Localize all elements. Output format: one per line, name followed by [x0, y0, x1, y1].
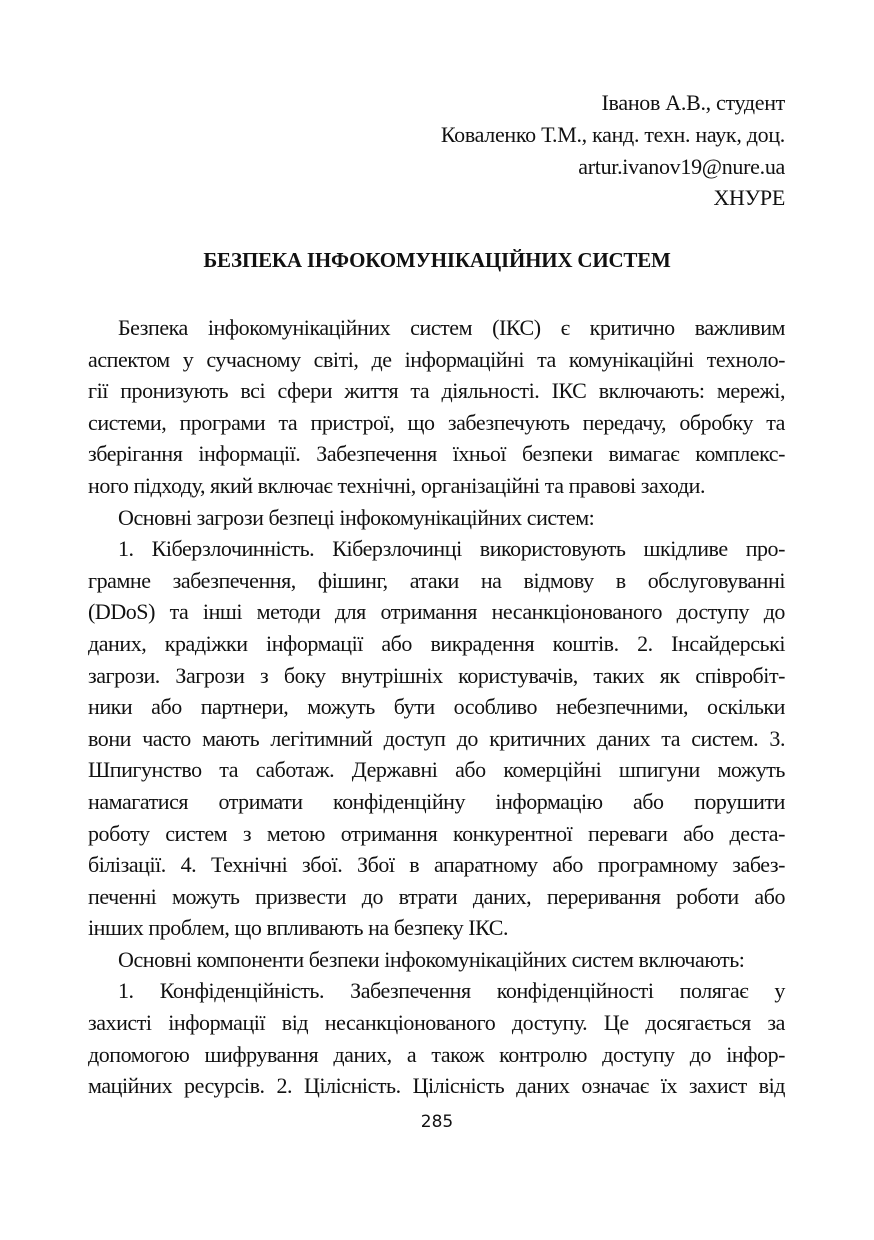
- text-line: Основні загрози безпеці інфокомунікаційних систем:: [118, 504, 595, 530]
- author-email: artur.ivanov19@nure.ua: [578, 154, 785, 179]
- author-2: Коваленко Т.М., канд. техн. наук, доц.: [440, 122, 785, 147]
- text-line: загрози. Загрози з боку внутрішніх користувачів, таких як співробіт-: [88, 662, 785, 688]
- text-line: допомогою шифрування даних, а також контролю доступу до інфор-: [88, 1041, 785, 1067]
- text-line: Шпигунство та саботаж. Державні або комерційні шпигуни можуть: [88, 757, 785, 783]
- text-line: захисті інформації від несанкціонованого доступу. Це досягається за: [88, 1010, 785, 1036]
- author-1: Іванов А.В., студент: [601, 90, 785, 115]
- article-body: [88, 312, 785, 1102]
- affiliation: ХНУРЕ: [713, 185, 785, 210]
- text-line: зберігання інформації. Забезпечення їхньої безпеки вимагає комплекс-: [88, 441, 785, 467]
- text-line: інших проблем, що впливають на безпеку ІКС.: [88, 915, 509, 941]
- text-line: намагатися отримати конфіденційну інформацію або порушити: [88, 788, 785, 814]
- text-line: гії пронизують всі сфери життя та діяльності. ІКС включають: мережі,: [88, 378, 785, 404]
- text-line: білізації. 4. Технічні збої. Збої в апаратному або програмному забез-: [88, 852, 785, 878]
- text-line: ного підходу, який включає технічні, організаційні та правові заходи.: [88, 472, 706, 498]
- text-line: (DDoS) та інші методи для отримання несанкціонованого доступу до: [88, 599, 785, 625]
- text-line: системи, програми та пристрої, що забезпечують передачу, обробку та: [88, 409, 785, 435]
- text-line: маційних ресурсів. 2. Цілісність. Цілісність даних означає їх захист від: [88, 1073, 785, 1099]
- text-line: печенні можуть призвести до втрати даних, переривання роботи або: [88, 883, 785, 909]
- text-line: 1. Кіберзлочинність. Кіберзлочинці використовують шкідливе про-: [118, 536, 785, 562]
- text-line: Основні компоненти безпеки інфокомунікаційних систем включають:: [118, 946, 745, 972]
- text-line: вони часто мають легітимний доступ до критичних даних та систем. 3.: [88, 725, 785, 751]
- text-line: даних, крадіжки інформації або викрадення коштів. 2. Інсайдерські: [88, 630, 785, 656]
- text-line: Безпека інфокомунікаційних систем (ІКС) є критично важливим: [118, 315, 785, 340]
- text-line: роботу систем з метою отримання конкурентної переваги або деста-: [88, 820, 785, 846]
- text-line: аспектом у сучасному світі, де інформаційні та комунікаційні техноло-: [88, 346, 785, 372]
- text-line: грамне забезпечення, фішинг, атаки на відмову в обслуговуванні: [88, 567, 785, 593]
- page-number: 285: [420, 1112, 454, 1132]
- text-line: 1. Конфіденційність. Забезпечення конфіденційності полягає у: [118, 978, 785, 1004]
- article-title: БЕЗПЕКА ІНФОКОМУНІКАЦІЙНИХ СИСТЕМ: [203, 248, 671, 272]
- text-line: ники або партнери, можуть бути особливо небезпечними, оскільки: [88, 694, 785, 720]
